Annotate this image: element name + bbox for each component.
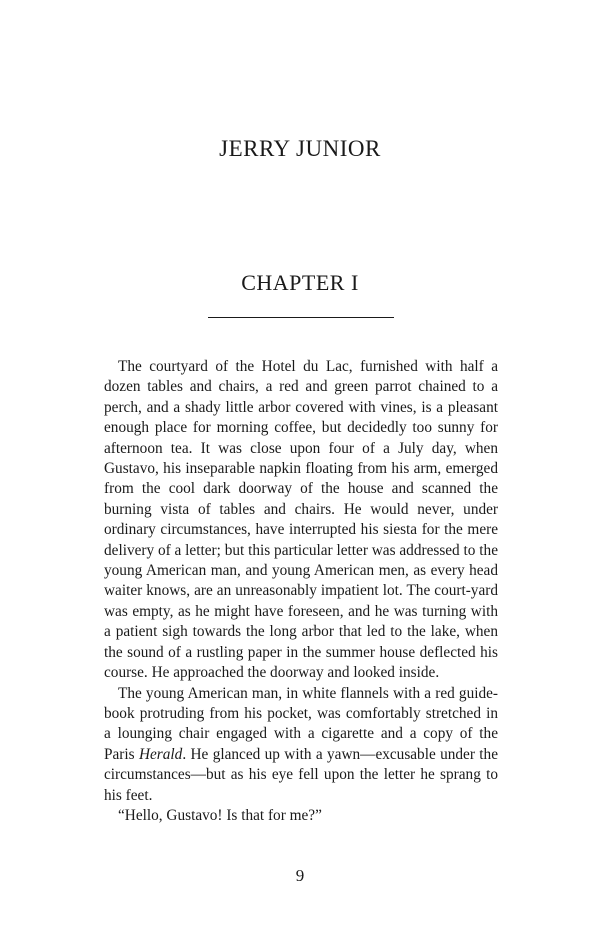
paragraph-text: . He glanced up with a yawn—excusable under the circumstances—but as his eye fell upon the letter he sprang to his feet. [104, 745, 498, 804]
chapter-heading: CHAPTER I [241, 270, 359, 295]
paragraph-text: “Hello, Gustavo! Is that for me?” [118, 806, 322, 824]
paragraph-text: The young American man, in white flannels with a red guide-book protruding from his pocket, was comfortably stretched in a lounging chair engaged with a cigarette and a copy of the Paris [104, 684, 498, 763]
paragraph-text: The courtyard of the Hotel du Lac, furnished with half a dozen tables and chairs, a red and green parrot chained to a perch, and a shady little arbor covered with vines, is a pleasant enough place for morning coffee, but decidedly too sunny for afternoon tea. It was close upon four of a July day, when Gustavo, his inseparable napkin floating from his arm, emerged from the cool dark doorway of the house and scanned the burning vista of tables and chairs. He would never, under ordinary circumstances, have interrupted his siesta for the mere delivery of a letter; but this particular letter was addressed to the young American man, and young American men, as every head waiter knows, are an unreasonably impatient lot. The court-yard was empty, as he might have foreseen, and he was turning with a patient sigh towards the long arbor that led to the lake, when the sound of a rustling paper in the summer house deflected his course. He approached the doorway and looked inside. [104, 358, 498, 682]
chapter-divider-rule [208, 317, 394, 318]
book-title: JERRY JUNIOR [219, 136, 381, 161]
paragraph [104, 806, 498, 826]
paragraph [104, 684, 498, 806]
chapter-body [104, 357, 498, 826]
paragraph [104, 357, 498, 684]
page-number: 9 [295, 866, 305, 885]
newspaper-title-italic: Herald [138, 745, 183, 763]
